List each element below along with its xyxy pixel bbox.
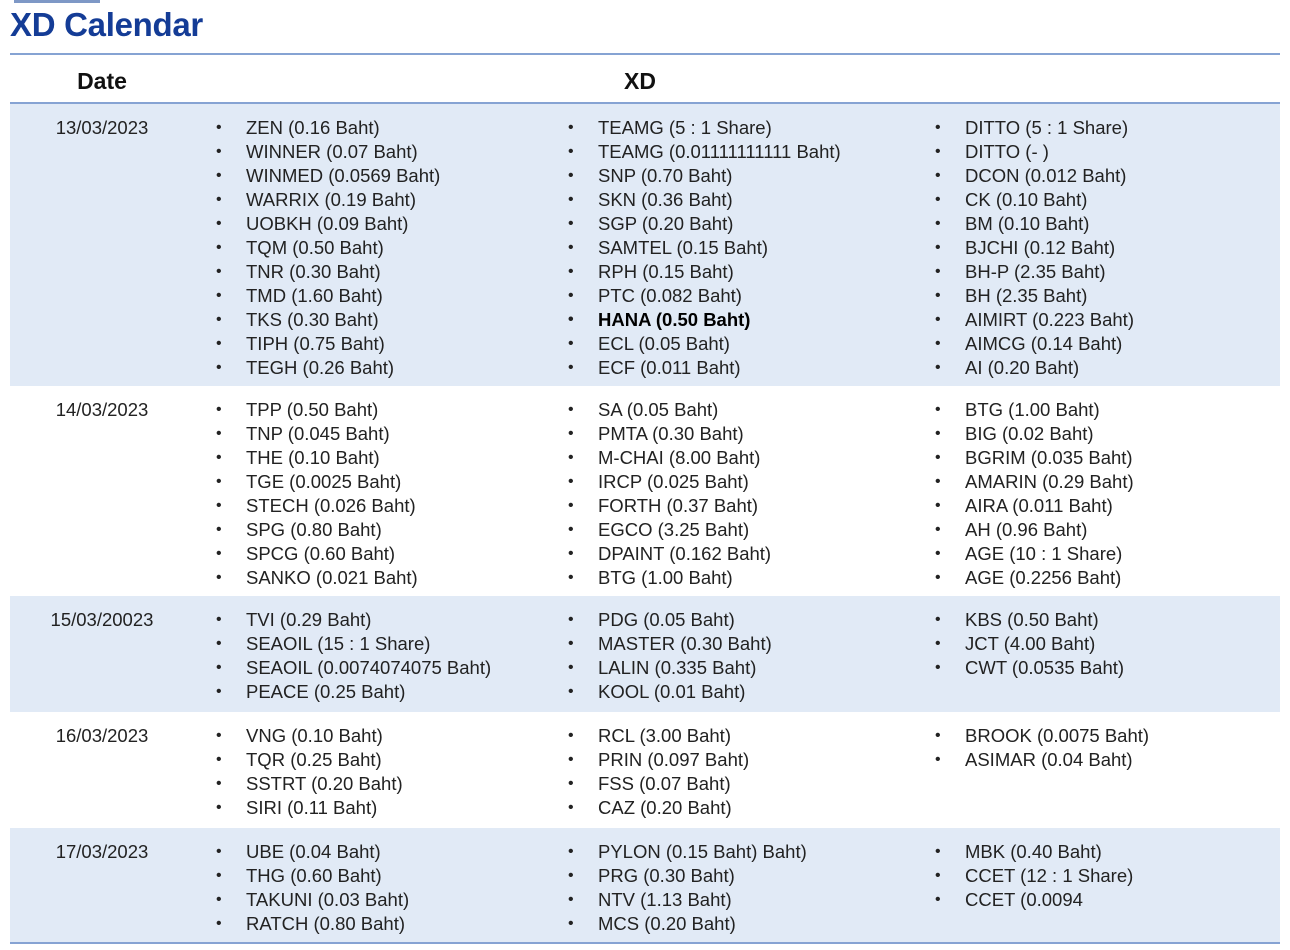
table-row [10,828,1280,942]
list-item: • UOBKH (0.09 Baht) [246,212,440,236]
list-item: • MCS (0.20 Baht) [598,912,807,936]
list-item: • TQM (0.50 Baht) [246,236,440,260]
list-item: • ASIMAR (0.04 Baht) [965,748,1149,772]
xd-list-col1 [246,398,418,590]
list-item: • AH (0.96 Baht) [965,518,1134,542]
list-item: • MASTER (0.30 Baht) [598,632,772,656]
list-item: • SEAOIL (15 : 1 Share) [246,632,491,656]
list-item: • WINNER (0.07 Baht) [246,140,440,164]
list-item: • BH-P (2.35 Baht) [965,260,1134,284]
list-item: • SEAOIL (0.0074074075 Baht) [246,656,491,680]
list-item: • TQR (0.25 Baht) [246,748,403,772]
list-item: • PTC (0.082 Baht) [598,284,841,308]
list-item: • AIMCG (0.14 Baht) [965,332,1134,356]
list-item: • PYLON (0.15 Baht) Baht) [598,840,807,864]
list-item: • TNR (0.30 Baht) [246,260,440,284]
list-item: • TEGH (0.26 Baht) [246,356,440,380]
list-item: • BH (2.35 Baht) [965,284,1134,308]
row-date: 17/03/2023 [55,841,149,862]
list-item: • VNG (0.10 Baht) [246,724,403,748]
list-item: • KBS (0.50 Baht) [965,608,1124,632]
list-item: • BGRIM (0.035 Baht) [965,446,1134,470]
xd-list-col1 [246,840,409,936]
list-item: • BTG (1.00 Baht) [598,566,771,590]
list-item: • NTV (1.13 Baht) [598,888,807,912]
xd-list-col2 [598,398,771,590]
list-item: • AGE (10 : 1 Share) [965,542,1134,566]
xd-list-col2 [598,116,841,380]
list-item: • WARRIX (0.19 Baht) [246,188,440,212]
page-title: XD Calendar [10,6,203,43]
list-item: • AIMIRT (0.223 Baht) [965,308,1134,332]
list-item: • M-CHAI (8.00 Baht) [598,446,771,470]
list-item: • PDG (0.05 Baht) [598,608,772,632]
list-item: • PEACE (0.25 Baht) [246,680,491,704]
list-item: • LALIN (0.335 Baht) [598,656,772,680]
row-date: 14/03/2023 [55,399,149,420]
list-item: • DITTO (- ) [965,140,1134,164]
list-item: • DPAINT (0.162 Baht) [598,542,771,566]
table-row [10,712,1280,828]
table-row [10,596,1280,712]
list-item: • BROOK (0.0075 Baht) [965,724,1149,748]
list-item: • SIRI (0.11 Baht) [246,796,403,820]
list-item: • BIG (0.02 Baht) [965,422,1134,446]
list-item: • AIRA (0.011 Baht) [965,494,1134,518]
column-header-date: Date [77,68,127,94]
list-item: • SPG (0.80 Baht) [246,518,418,542]
list-item: • TNP (0.045 Baht) [246,422,418,446]
list-item: • SKN (0.36 Baht) [598,188,841,212]
list-item: • JCT (4.00 Baht) [965,632,1124,656]
list-item: • PRIN (0.097 Baht) [598,748,749,772]
row-date: 15/03/20023 [50,609,154,630]
list-item: • FORTH (0.37 Baht) [598,494,771,518]
list-item: • PMTA (0.30 Baht) [598,422,771,446]
list-item: • TEAMG (0.01111111111 Baht) [598,140,841,164]
list-item: • RPH (0.15 Baht) [598,260,841,284]
xd-list-col2 [598,608,772,704]
list-item: • AMARIN (0.29 Baht) [965,470,1134,494]
xd-list-col3 [965,724,1149,772]
list-item: • CK (0.10 Baht) [965,188,1134,212]
xd-list-col3 [965,116,1134,380]
list-item: • STECH (0.026 Baht) [246,494,418,518]
list-item: • WINMED (0.0569 Baht) [246,164,440,188]
list-item: • FSS (0.07 Baht) [598,772,749,796]
list-item: • RATCH (0.80 Baht) [246,912,409,936]
column-header-xd: XD [624,68,656,94]
bottom-divider [10,942,1280,944]
list-item: • RCL (3.00 Baht) [598,724,749,748]
xd-list-col1 [246,724,403,820]
list-item: • DCON (0.012 Baht) [965,164,1134,188]
list-item: • TMD (1.60 Baht) [246,284,440,308]
list-item: • BTG (1.00 Baht) [965,398,1134,422]
list-item: • SGP (0.20 Baht) [598,212,841,236]
list-item: • ECF (0.011 Baht) [598,356,841,380]
list-item: • CCET (12 : 1 Share) [965,864,1133,888]
title-divider [10,53,1280,55]
xd-list-col2 [598,724,749,820]
list-item: • THG (0.60 Baht) [246,864,409,888]
xd-list-col3 [965,608,1124,680]
list-item: • DITTO (5 : 1 Share) [965,116,1134,140]
list-item: • CCET (0.0094 [965,888,1133,912]
list-item: • SAMTEL (0.15 Baht) [598,236,841,260]
xd-list-col2 [598,840,807,936]
xd-list-col1 [246,608,491,704]
list-item-highlighted: • HANA (0.50 Baht) [598,308,841,332]
xd-list-col1 [246,116,440,380]
list-item: • ZEN (0.16 Baht) [246,116,440,140]
top-accent-bar [14,0,100,3]
list-item: • AI (0.20 Baht) [965,356,1134,380]
list-item: • SSTRT (0.20 Baht) [246,772,403,796]
list-item: • CWT (0.0535 Baht) [965,656,1124,680]
table-row [10,104,1280,386]
list-item: • KOOL (0.01 Baht) [598,680,772,704]
list-item: • BM (0.10 Baht) [965,212,1134,236]
list-item: • SPCG (0.60 Baht) [246,542,418,566]
list-item: • TGE (0.0025 Baht) [246,470,418,494]
list-item: • IRCP (0.025 Baht) [598,470,771,494]
list-item: • TKS (0.30 Baht) [246,308,440,332]
list-item: • AGE (0.2256 Baht) [965,566,1134,590]
list-item: • SA (0.05 Baht) [598,398,771,422]
list-item: • TIPH (0.75 Baht) [246,332,440,356]
list-item: • TEAMG (5 : 1 Share) [598,116,841,140]
list-item: • BJCHI (0.12 Baht) [965,236,1134,260]
row-date: 16/03/2023 [55,725,149,746]
list-item: • SANKO (0.021 Baht) [246,566,418,590]
list-item: • UBE (0.04 Baht) [246,840,409,864]
list-item: • TVI (0.29 Baht) [246,608,491,632]
list-item: • PRG (0.30 Baht) [598,864,807,888]
list-item: • TPP (0.50 Baht) [246,398,418,422]
table-row [10,386,1280,596]
list-item: • CAZ (0.20 Baht) [598,796,749,820]
list-item: • MBK (0.40 Baht) [965,840,1133,864]
list-item: • EGCO (3.25 Baht) [598,518,771,542]
list-item: • SNP (0.70 Baht) [598,164,841,188]
xd-list-col3 [965,398,1134,590]
list-item: • ECL (0.05 Baht) [598,332,841,356]
list-item: • THE (0.10 Baht) [246,446,418,470]
row-date: 13/03/2023 [55,117,149,138]
list-item: • TAKUNI (0.03 Baht) [246,888,409,912]
xd-list-col3 [965,840,1133,912]
